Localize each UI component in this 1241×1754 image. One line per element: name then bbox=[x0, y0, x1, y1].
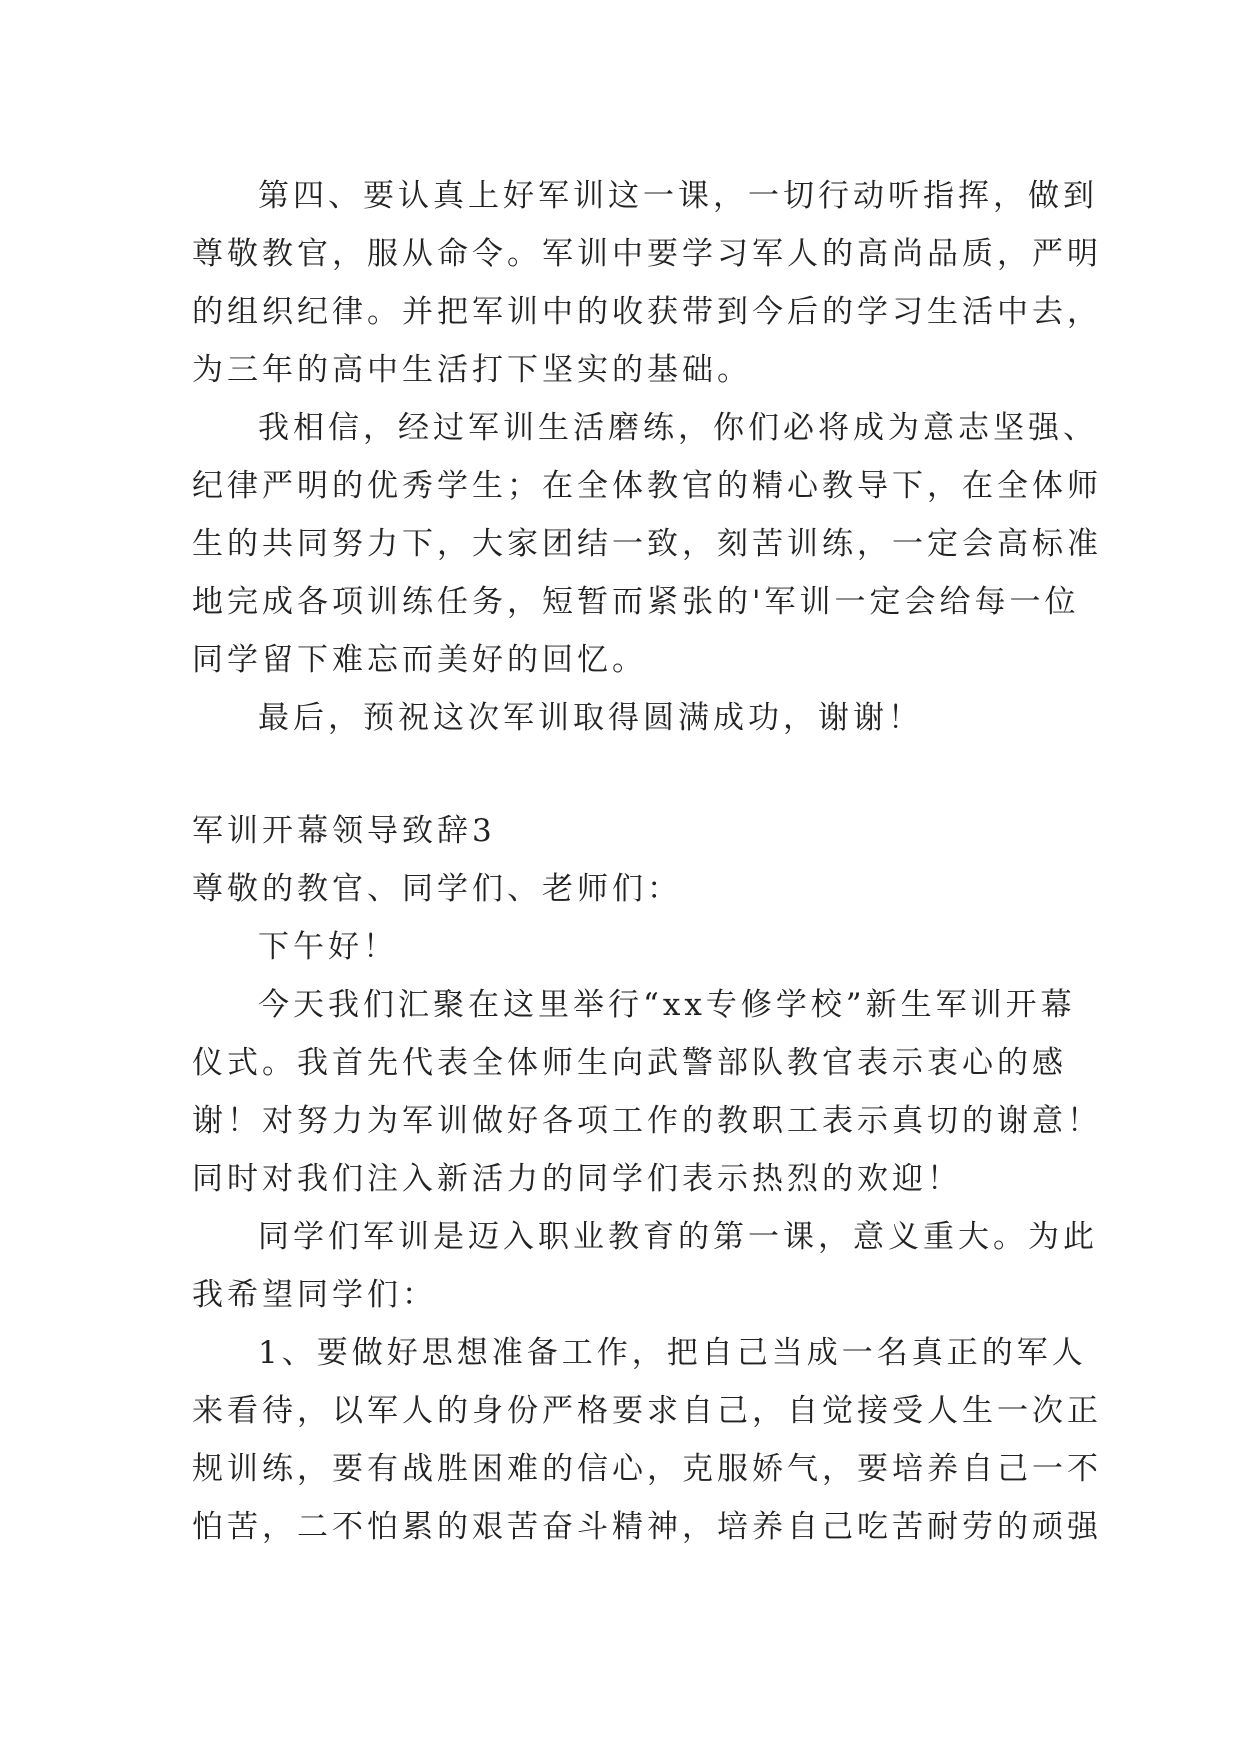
text-line: 仪式。我首先代表全体师生向武警部队教官表示衷心的感 bbox=[192, 1045, 1067, 1081]
text-line: 纪律严明的优秀学生；在全体教官的精心教导下，在全体师 bbox=[192, 468, 1102, 504]
section-heading: 军训开幕领导致辞3 bbox=[192, 813, 496, 849]
text-line: 尊敬教官，服从命令。军训中要学习军人的高尚品质，严明 bbox=[192, 236, 1102, 272]
text-line: 地完成各项训练任务，短暂而紧张的'军训一定会给每一位 bbox=[192, 584, 1080, 620]
text-line: 我相信，经过军训生活磨练，你们必将成为意志坚强、 bbox=[258, 410, 1098, 446]
text-line: 第四、要认真上好军训这一课，一切行动听指挥，做到 bbox=[258, 178, 1098, 214]
text-line: 来看待，以军人的身份严格要求自己，自觉接受人生一次正 bbox=[192, 1393, 1102, 1429]
text-line: 为三年的高中生活打下坚实的基础。 bbox=[192, 352, 752, 388]
text-line: 同学们军训是迈入职业教育的第一课，意义重大。为此 bbox=[258, 1219, 1098, 1255]
greeting: 下午好！ bbox=[258, 929, 398, 965]
text-line: 最后，预祝这次军训取得圆满成功，谢谢！ bbox=[258, 700, 923, 736]
text-line: 我希望同学们： bbox=[192, 1277, 437, 1313]
text-line: 的组织纪律。并把军训中的收获带到今后的学习生活中去， bbox=[192, 294, 1102, 330]
salutation: 尊敬的教官、同学们、老师们： bbox=[192, 871, 682, 907]
text-line: 同时对我们注入新活力的同学们表示热烈的欢迎！ bbox=[192, 1161, 962, 1197]
text-line: 1、要做好思想准备工作，把自己当成一名真正的军人 bbox=[258, 1335, 1087, 1371]
text-line: 生的共同努力下，大家团结一致，刻苦训练，一定会高标准 bbox=[192, 526, 1102, 562]
text-line: 今天我们汇聚在这里举行“xx专修学校”新生军训开幕 bbox=[258, 987, 1076, 1023]
text-line: 规训练，要有战胜困难的信心，克服娇气，要培养自己一不 bbox=[192, 1451, 1102, 1487]
text-line: 同学留下难忘而美好的回忆。 bbox=[192, 642, 647, 678]
text-line: 怕苦，二不怕累的艰苦奋斗精神，培养自己吃苦耐劳的顽强 bbox=[192, 1509, 1102, 1545]
text-line: 谢！对努力为军训做好各项工作的教职工表示真切的谢意！ bbox=[192, 1103, 1102, 1139]
